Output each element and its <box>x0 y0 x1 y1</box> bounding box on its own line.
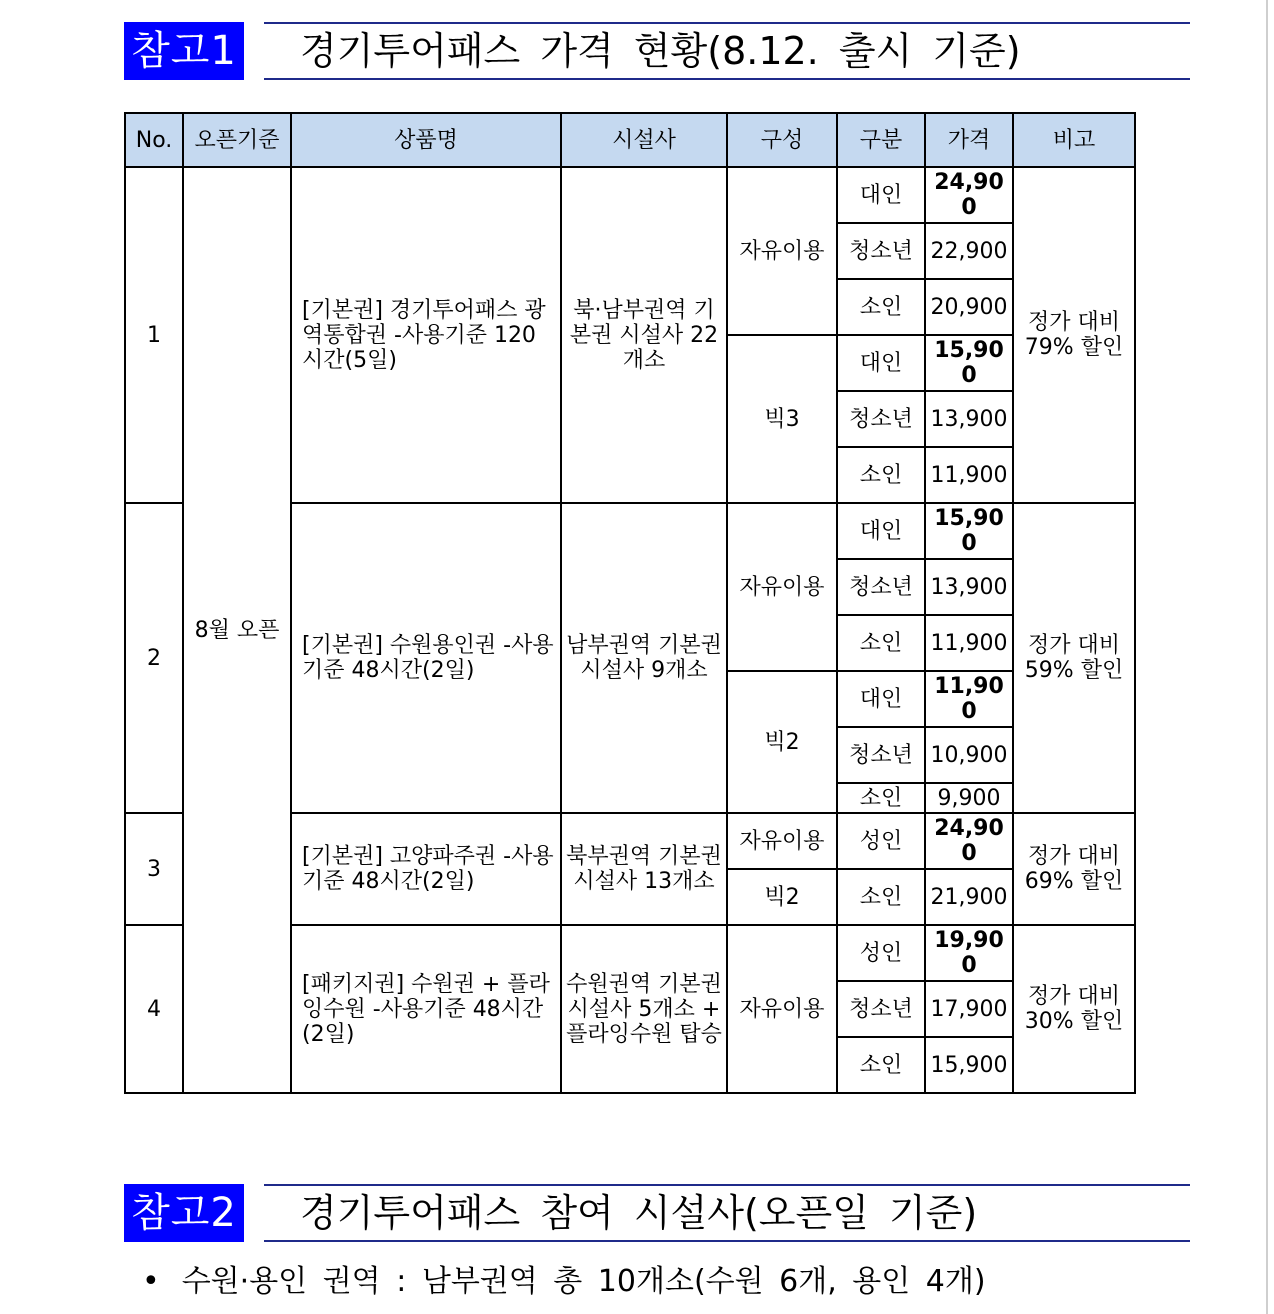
category-cell: 대인 <box>837 167 925 223</box>
product-facility: 북·남부권역 기본권 시설사 22개소 <box>561 167 727 503</box>
price-table <box>124 112 1136 1094</box>
product-no: 4 <box>125 925 183 1093</box>
price-cell: 15,900 <box>925 335 1013 391</box>
product-name: [기본권] 경기투어패스 광역통합권 -사용기준 120시간(5일) <box>291 167 561 503</box>
price-cell: 21,900 <box>925 869 1013 925</box>
price-cell: 11,900 <box>925 671 1013 727</box>
open-cell: 8월 오픈 <box>183 167 291 1093</box>
header-open: 오픈기준 <box>183 113 291 167</box>
category-cell: 성인 <box>837 813 925 869</box>
category-cell: 청소년 <box>837 223 925 279</box>
category-cell: 소인 <box>837 447 925 503</box>
price-cell: 13,900 <box>925 391 1013 447</box>
bullet-dot: • <box>142 1264 160 1299</box>
group-type: 자유이용 <box>727 503 837 671</box>
price-cell: 11,900 <box>925 615 1013 671</box>
price-cell: 24,900 <box>925 167 1013 223</box>
section1-heading <box>124 22 1190 80</box>
page-edge <box>1266 0 1268 1314</box>
price-cell: 10,900 <box>925 727 1013 783</box>
product-note: 정가 대비 79% 할인 <box>1013 167 1135 503</box>
category-cell: 성인 <box>837 925 925 981</box>
price-cell: 13,900 <box>925 559 1013 615</box>
table-header-row <box>125 113 1135 167</box>
group-type: 자유이용 <box>727 925 837 1093</box>
price-cell: 11,900 <box>925 447 1013 503</box>
bullet-item <box>142 1262 986 1302</box>
section2-title: 경기투어패스 참여 시설사(오픈일 기준) <box>300 1191 978 1235</box>
header-product: 상품명 <box>291 113 561 167</box>
category-cell: 대인 <box>837 671 925 727</box>
category-cell: 소인 <box>837 869 925 925</box>
group-type: 빅2 <box>727 671 837 813</box>
group-type: 빅2 <box>727 869 837 925</box>
category-cell: 청소년 <box>837 981 925 1037</box>
category-cell: 청소년 <box>837 391 925 447</box>
product-no: 1 <box>125 167 183 503</box>
product-facility: 수원권역 기본권 시설사 5개소 + 플라잉수원 탑승 <box>561 925 727 1093</box>
header-no: No. <box>125 113 183 167</box>
product-facility: 남부권역 기본권 시설사 9개소 <box>561 503 727 813</box>
product-no: 2 <box>125 503 183 813</box>
category-cell: 청소년 <box>837 727 925 783</box>
product-note: 정가 대비 30% 할인 <box>1013 925 1135 1093</box>
product-note: 정가 대비 69% 할인 <box>1013 813 1135 925</box>
table-row <box>125 167 1135 223</box>
header-note: 비고 <box>1013 113 1135 167</box>
product-facility: 북부권역 기본권 시설사 13개소 <box>561 813 727 925</box>
category-cell: 대인 <box>837 503 925 559</box>
price-cell: 15,900 <box>925 1037 1013 1093</box>
header-facility: 시설사 <box>561 113 727 167</box>
group-type: 자유이용 <box>727 167 837 335</box>
product-name: [기본권] 수원용인권 -사용기준 48시간(2일) <box>291 503 561 813</box>
section1-title: 경기투어패스 가격 현황(8.12. 출시 기준) <box>300 29 1021 73</box>
price-cell: 20,900 <box>925 279 1013 335</box>
category-cell: 소인 <box>837 783 925 813</box>
category-cell: 청소년 <box>837 559 925 615</box>
group-type: 빅3 <box>727 335 837 503</box>
category-cell: 대인 <box>837 335 925 391</box>
price-cell: 22,900 <box>925 223 1013 279</box>
product-name: [기본권] 고양파주권 -사용기준 48시간(2일) <box>291 813 561 925</box>
header-type: 구성 <box>727 113 837 167</box>
category-cell: 소인 <box>837 279 925 335</box>
section2-tag: 참고2 <box>124 1184 244 1242</box>
section1-tag: 참고1 <box>124 22 244 80</box>
section2-heading <box>124 1184 1190 1242</box>
price-cell: 24,900 <box>925 813 1013 869</box>
product-name: [패키지권] 수원권 + 플라잉수원 -사용기준 48시간(2일) <box>291 925 561 1093</box>
category-cell: 소인 <box>837 615 925 671</box>
price-cell: 9,900 <box>925 783 1013 813</box>
price-cell: 19,900 <box>925 925 1013 981</box>
price-cell: 15,900 <box>925 503 1013 559</box>
category-cell: 소인 <box>837 1037 925 1093</box>
header-price: 가격 <box>925 113 1013 167</box>
product-no: 3 <box>125 813 183 925</box>
header-category: 구분 <box>837 113 925 167</box>
product-note: 정가 대비 59% 할인 <box>1013 503 1135 813</box>
group-type: 자유이용 <box>727 813 837 869</box>
price-cell: 17,900 <box>925 981 1013 1037</box>
bullet-text: 수원·용인 권역 : 남부권역 총 10개소(수원 6개, 용인 4개) <box>181 1264 986 1299</box>
